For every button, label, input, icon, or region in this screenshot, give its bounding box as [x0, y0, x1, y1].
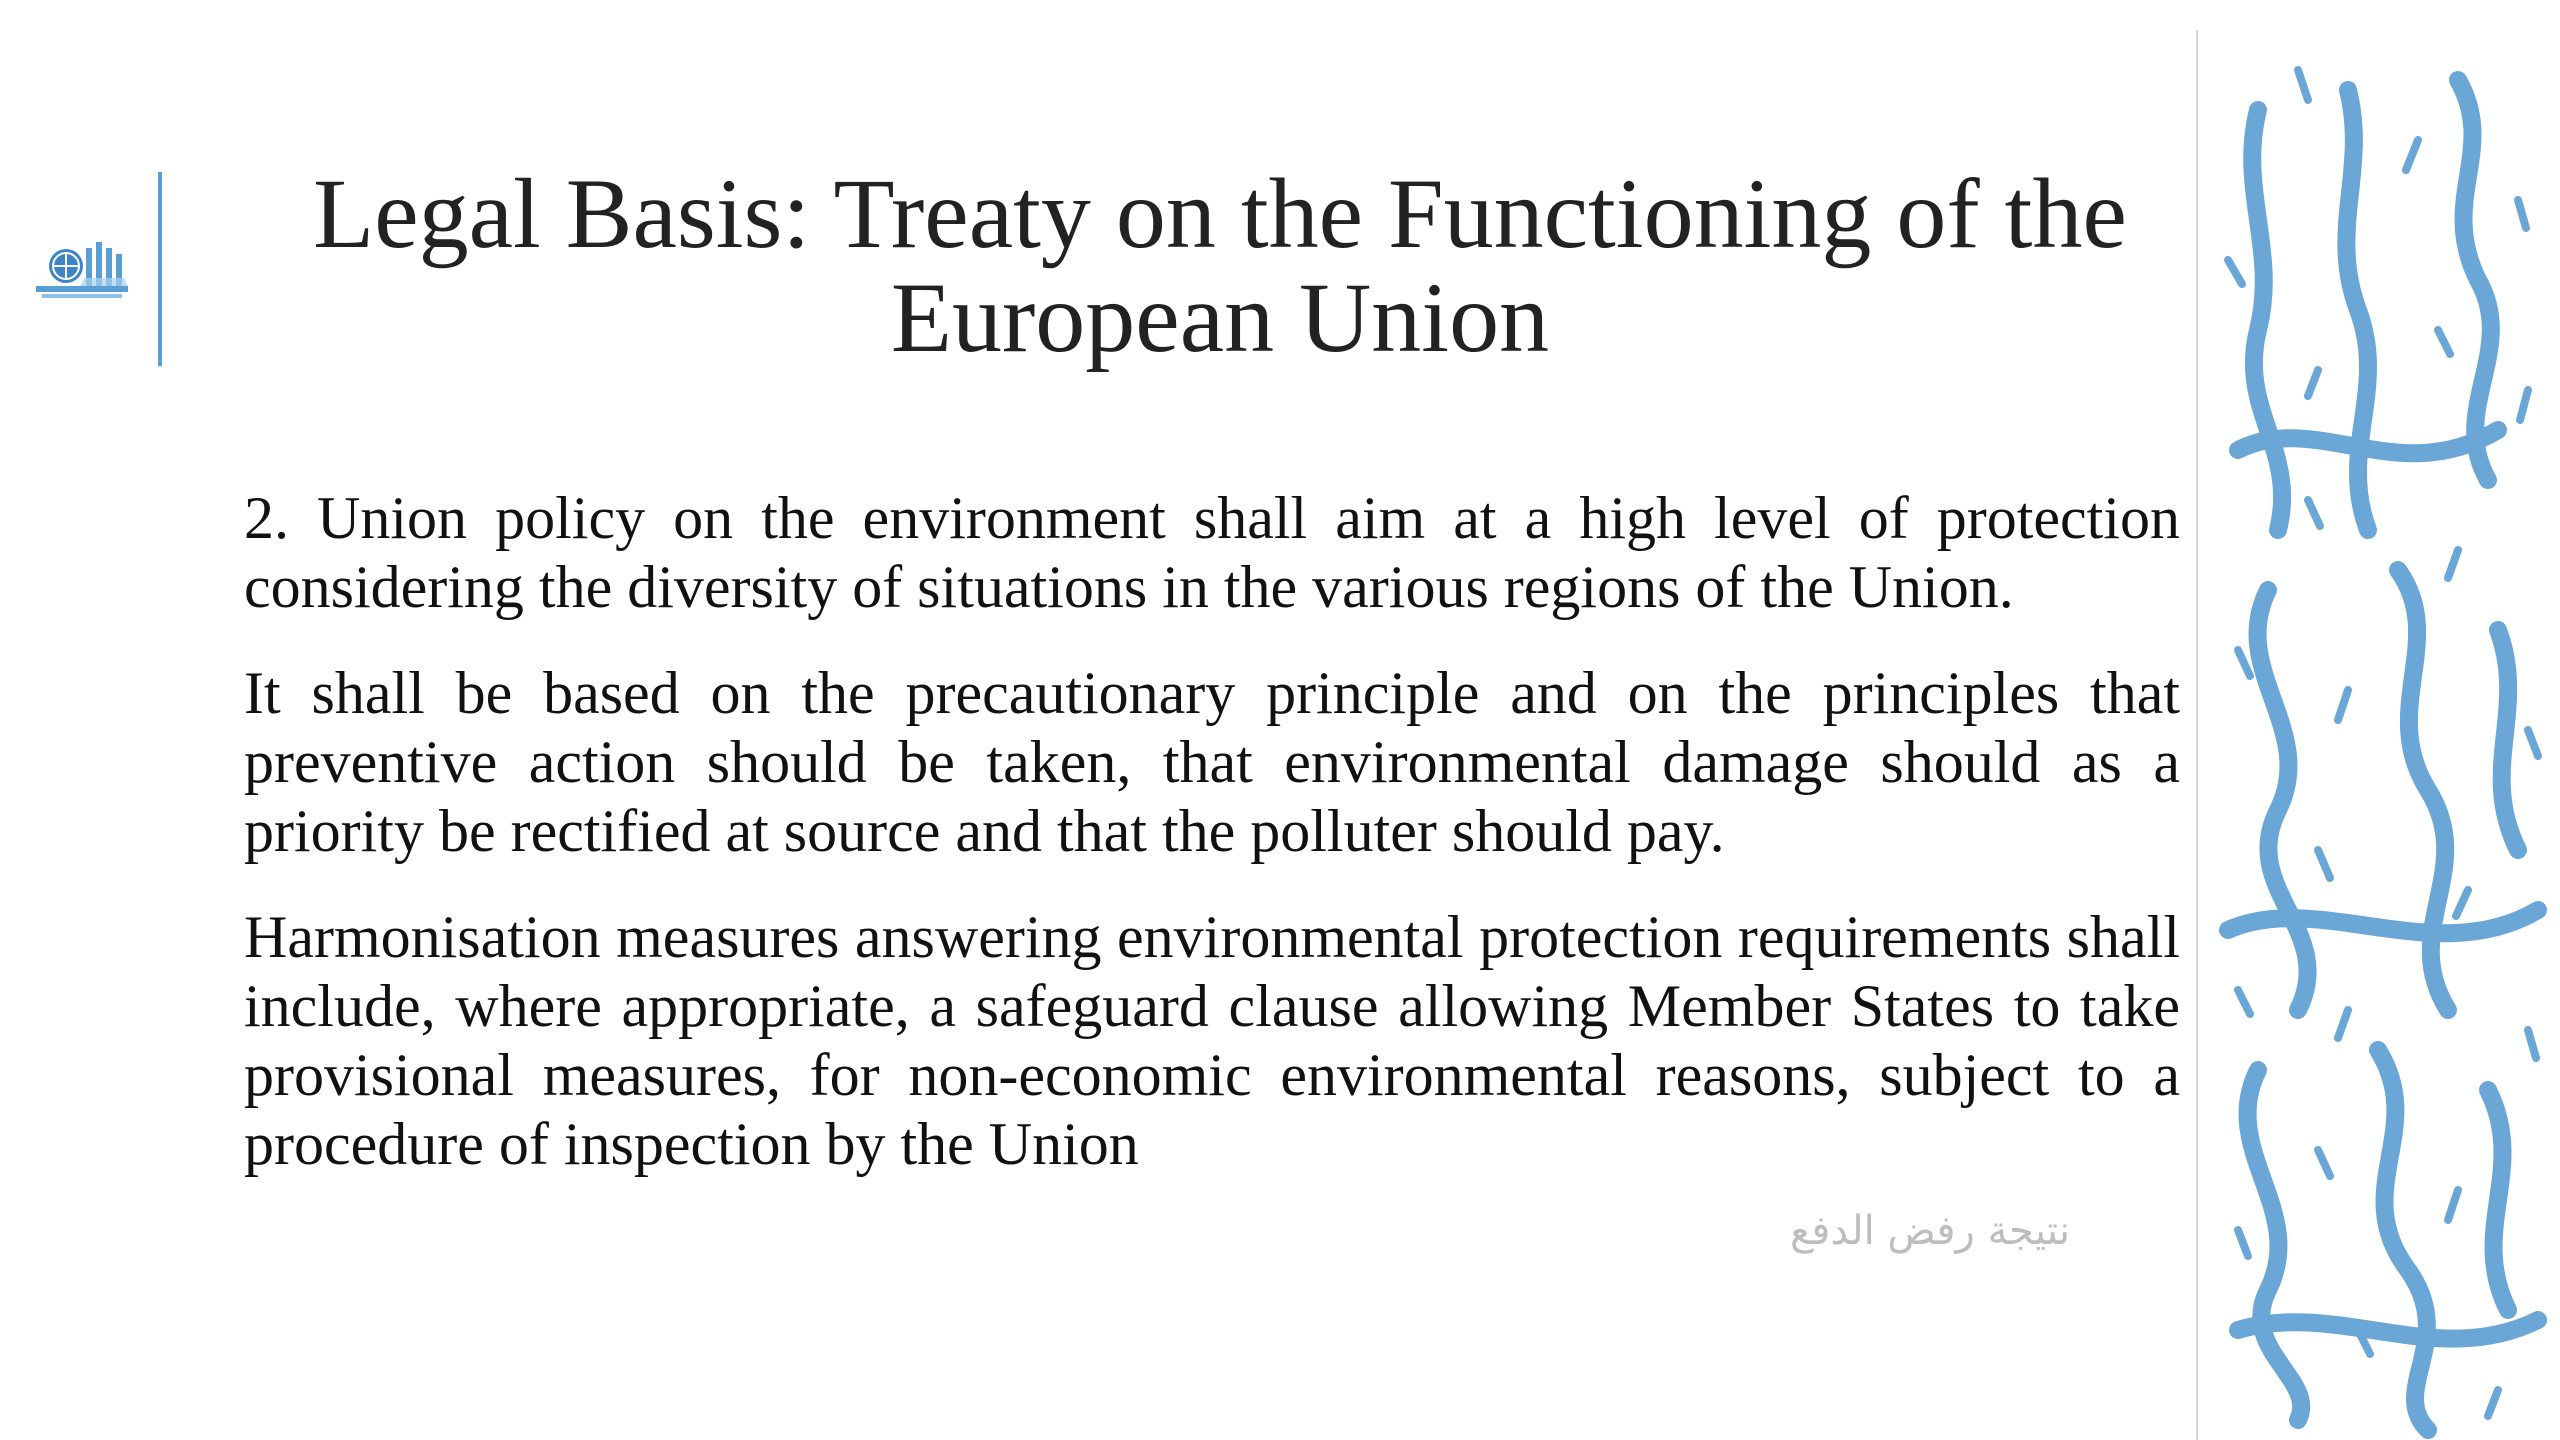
slide-body: [244, 484, 2180, 1216]
calligraphy-panel: [2196, 30, 2560, 1440]
logo-divider: [158, 172, 162, 366]
paragraph-1: 2. Union policy on the environment shall aim at a high level of protection considering the diversity of situations in the various regions of the Union.: [244, 485, 2180, 620]
paragraph-3: Harmonisation measures answering environmental protection requirements shall include, where appropriate, a safeguard clause allowing Member States to take provisional measures, for non-economic environmental reasons, subject to a procedure of inspection by the Union: [244, 904, 2180, 1177]
paragraph-2: It shall be based on the precautionary principle and on the principles that preventive action should be taken, that environmental damage should as a priority be rectified at source and that the polluter should pay.: [244, 660, 2180, 864]
slide-title: Legal Basis: Treaty on the Functioning of the European Union: [313, 158, 2127, 373]
watermark-text: نتيجة رفض الدفع: [1790, 1208, 2071, 1254]
university-logo-icon: [36, 234, 132, 304]
arabic-calligraphy-icon: [2198, 30, 2560, 1440]
